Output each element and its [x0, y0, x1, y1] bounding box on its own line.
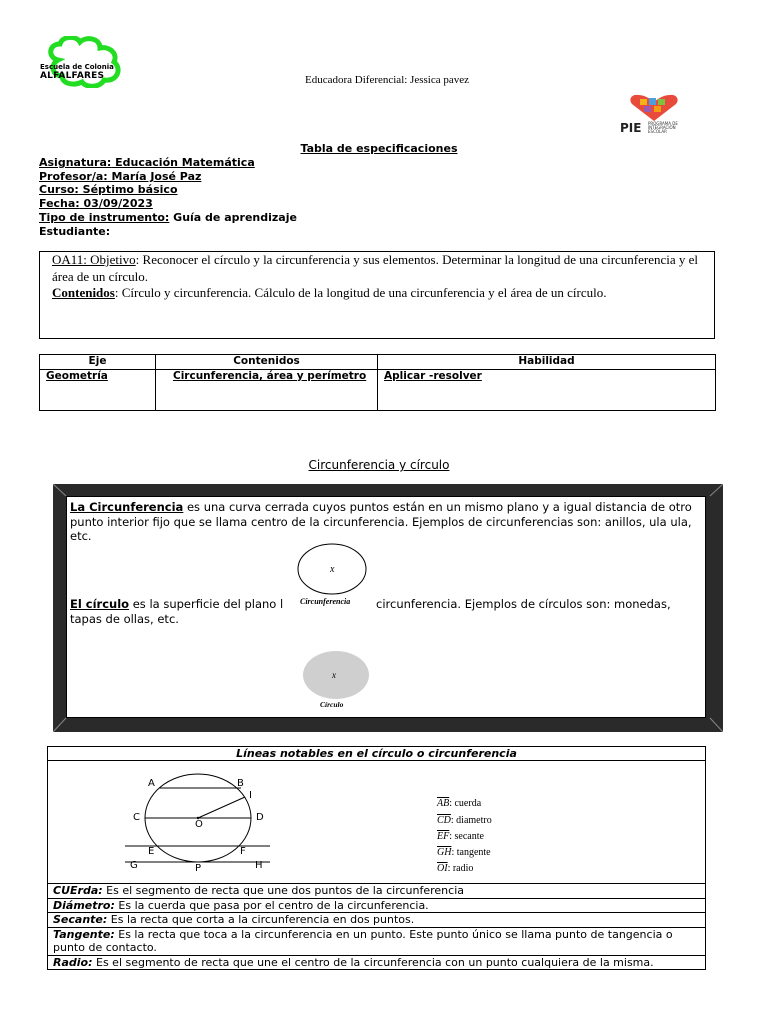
document-title: Tabla de especificaciones [300, 142, 458, 155]
def-term-radio: Radio: [53, 955, 93, 969]
def-text-diametro: Es la cuerda que pasa por el centro de la circunferencia. [114, 898, 429, 912]
objective-text [52, 252, 704, 302]
fecha-line [39, 197, 153, 210]
circunferencia-center-mark: x [330, 564, 335, 575]
eje-cell: Geometría [40, 370, 156, 411]
circulo-center-mark: x [332, 670, 336, 680]
contenidos-label: Contenidos [52, 285, 115, 300]
circulo-caption: Círculo [320, 700, 344, 709]
point-g: G [130, 860, 138, 871]
legend-desc-gh: : tangente [451, 847, 491, 858]
oa-label: OA11: Objetivo [52, 252, 136, 267]
curso-label: Curso: [39, 183, 79, 196]
legend-desc-ef: : secante [449, 831, 484, 842]
eje-table [39, 354, 716, 411]
legend-seg-gh: $\overline{GH}$ [437, 847, 452, 858]
point-f: F [240, 846, 246, 857]
eje-header: Eje [40, 355, 156, 370]
pie-heart-logo [628, 94, 680, 122]
legend-seg-ab: $\overline{AB}$ [437, 798, 450, 809]
def-term-diametro: Diámetro: [53, 898, 115, 912]
circunferencia-definition [70, 500, 706, 544]
habilidad-header: Habilidad [378, 355, 716, 370]
legend-diametro [437, 815, 492, 826]
definition-row-diametro [48, 898, 706, 913]
radio-oi [198, 797, 245, 818]
fecha-value: 03/09/2023 [79, 197, 153, 210]
def-text-tangente: Es la recta que toca a la circunferencia en un punto. Este punto único se llama punto de tangencia o punto de contacto. [53, 927, 673, 954]
estudiante-label: Estudiante: [39, 225, 111, 238]
fecha-label: Fecha: [39, 197, 80, 210]
tipo-value: Guía de aprendizaje [169, 211, 297, 224]
circulo-text-b: circunferencia. Ejemplos de círculos son: monedas, [376, 597, 671, 611]
point-e: E [148, 846, 155, 857]
def-text-cuerda: Es el segmento de recta que une dos puntos de la circunferencia [102, 884, 464, 897]
legend-desc-cd: : diametro [450, 815, 492, 826]
circulo-figure [302, 650, 370, 700]
circulo-label: El círculo [70, 597, 130, 611]
contenidos-header: Contenidos [156, 355, 378, 370]
tipo-label: Tipo de instrumento: [39, 211, 170, 224]
def-term-cuerda: CUErda: [53, 884, 103, 897]
profesor-label: Profesor/a: [39, 170, 108, 183]
point-d: D [256, 812, 264, 823]
pie-label: PIE [620, 121, 642, 135]
legend-seg-ef: $\overline{EF}$ [437, 831, 450, 842]
legend-desc-ab: : cuerda [449, 798, 482, 809]
school-name-line1: Escuela de Colonia [40, 63, 114, 71]
definition-row-secante [48, 913, 706, 928]
point-h: H [255, 860, 263, 871]
profesor-value: María José Paz [107, 170, 202, 183]
definition-row-tangente [48, 927, 706, 955]
habilidad-cell: Aplicar -resolver [378, 370, 716, 411]
definition-row-radio [48, 955, 706, 970]
asignatura-line [39, 156, 255, 169]
legend-secante [437, 831, 484, 842]
section-title: Circunferencia y círculo [308, 458, 450, 472]
tipo-line [39, 211, 297, 224]
contenidos-cell: Circunferencia, área y perímetro [156, 370, 378, 411]
point-i: I [249, 790, 252, 801]
asignatura-value: Educación Matemática [111, 156, 255, 169]
legend-tangente [437, 847, 491, 858]
educadora-line: Educadora Diferencial: Jessica pavez [305, 74, 469, 86]
def-text-radio: Es el segmento de recta que une el centro de la circunferencia con un punto cualquiera de la misma. [92, 955, 654, 969]
circunferencia-label: La Circunferencia [70, 500, 184, 514]
legend-radio [437, 863, 473, 874]
curso-value: Séptimo básico [78, 183, 178, 196]
curso-line [39, 183, 178, 196]
legend-seg-cd: $\overline{CD}$ [437, 815, 451, 826]
circulo-text-a: es la superficie del plano l [129, 597, 284, 611]
oa-text: : Reconocer el círculo y la circunferencia y sus elementos. Determinar la longitud de una circunferencia y el área de un círculo. [52, 252, 699, 284]
point-a: A [148, 778, 155, 789]
circulo-definition [70, 597, 283, 612]
circunferencia-text: es una curva cerrada cuyos puntos están en un mismo plano y a igual distancia de otro punto interior fijo que se llama centro de la circunferencia. Ejemplos de circunferencias son: anillos, ula ula, etc. [70, 500, 692, 543]
school-name-line2: ALFALFARES [40, 71, 105, 81]
circulo-text-c: tapas de ollas, etc. [70, 612, 179, 626]
def-term-tangente: Tangente: [53, 927, 115, 941]
def-term-secante: Secante: [53, 913, 108, 926]
definition-row-cuerda [48, 884, 706, 899]
point-p: P [195, 863, 202, 874]
legend-desc-oi: : radio [447, 863, 474, 874]
contenidos-text: : Círculo y circunferencia. Cálculo de la longitud de una circunferencia y el área de un círculo. [114, 285, 607, 300]
point-b: B [237, 778, 244, 789]
profesor-line [39, 170, 201, 183]
circunferencia-caption: Circunferencia [300, 597, 351, 606]
asignatura-label: Asignatura: [39, 156, 112, 169]
point-o: O [195, 819, 203, 830]
notable-lines-title: Líneas notables en el círculo o circunferencia [48, 747, 706, 761]
point-c: C [133, 812, 140, 823]
pie-subtitle: PROGRAMA DE INTEGRACIÓN ESCOLAR [648, 121, 678, 134]
def-text-secante: Es la recta que corta a la circunferencia en dos puntos. [107, 913, 415, 926]
estudiante-line [39, 225, 110, 238]
legend-cuerda [437, 798, 481, 809]
legend-seg-oi: $\overline{OI}$ [437, 863, 448, 874]
